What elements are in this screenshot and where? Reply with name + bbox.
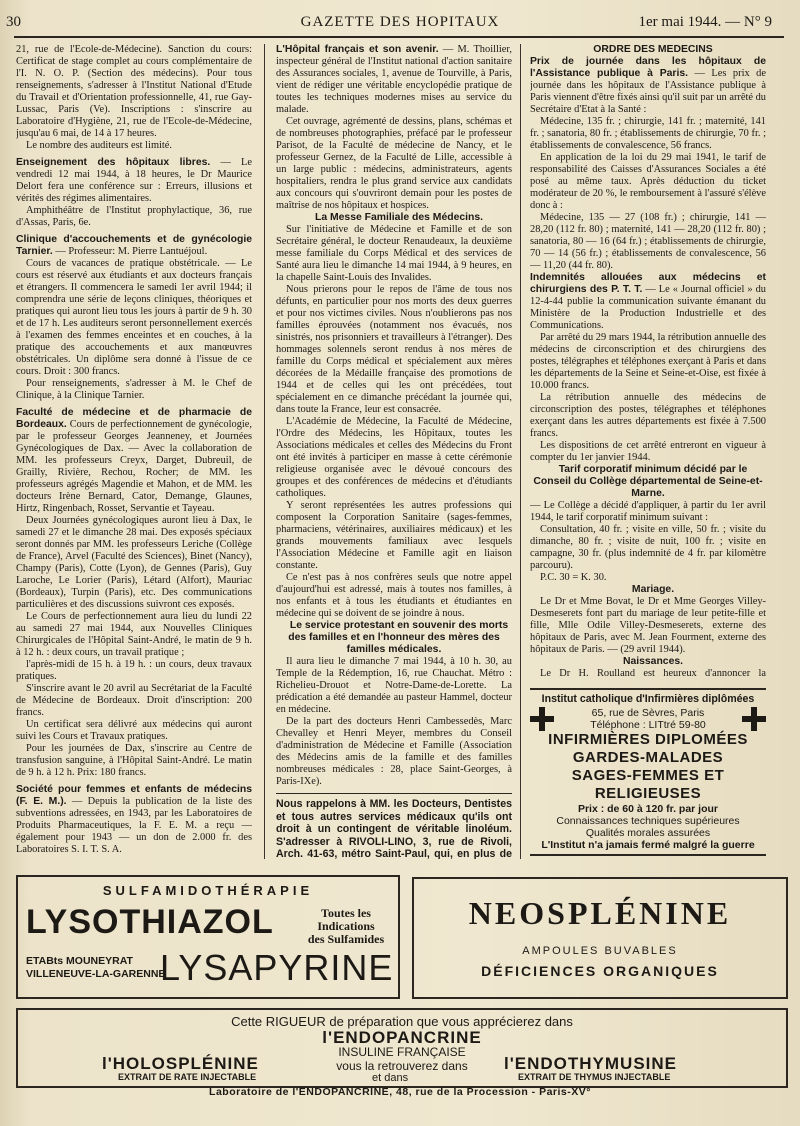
institut-address: 65, rue de Sèvres, Paris xyxy=(591,707,705,719)
issue-date: 1er mai 1944. — N° 9 xyxy=(638,14,772,30)
paragraph-text: Consultation, 40 fr. ; visite en ville, 50 fr. ; visite du dimanche, 80 fr. ; visite de nuit, 100 fr. ; visite en campagne, 30 fr. (plus indemnité de 4 fr. par kilomètre parcouru). xyxy=(530,524,766,571)
ad-sulfa-lab xyxy=(26,955,165,981)
ad-endo-et: et dans xyxy=(372,1072,409,1084)
paragraph xyxy=(530,152,766,212)
paragraph-text: — Professeur: M. Pierre Lantuéjoul. xyxy=(52,246,208,257)
column-2 xyxy=(276,44,512,859)
ad-sulfa-lab-town: VILLENEUVE-LA-GARENNE xyxy=(26,968,166,980)
institut-ad xyxy=(530,682,766,856)
paragraph-text: Y seront représentées les autres professions qui composent la Corporation Sanitaire (sages-femmes, pharmaciens, vétérinaires, auxiliaires médicaux) et les grands mouvements familiaux avec lesquels l'Association Médecine et Famille agit en liaison constante. xyxy=(276,500,512,571)
paragraph-text: L'Académie de Médecine, la Faculté de Médecine, l'Ordre des Médecins, les Hôpitaux, toutes les Associations médicales et celles des Médecins du Front ont été invités à participer en masse à cette cérémonie religieuse organisée avec le dévoué concours des groupes et des conférences de médecins et d'étudiants catholiques. xyxy=(276,416,512,499)
institut-title: Institut catholique d'Infirmières diplômées xyxy=(541,693,755,705)
paragraph-heading: Société pour femmes et enfants de médecins (F. E. M.). xyxy=(16,784,252,807)
column-3 xyxy=(530,44,766,680)
paragraph-text: S'inscrire avant le 20 avril au Secrétariat de la Faculté de Médecine de Bordeaux. Droit d'inscription: 200 francs. xyxy=(16,683,252,718)
paragraph-text: l'après-midi de 15 h. à 19 h. : un cours, deux travaux pratiques. xyxy=(16,659,252,682)
paragraph xyxy=(16,515,252,611)
column-divider xyxy=(264,44,265,859)
ad-brand-lysapyrine: LYSAPYRINE xyxy=(160,947,394,988)
paragraph-text: De la part des docteurs Henri Cambessedès, Marc Chevalley et Henri Meyer, membres du Conseil d'administration de Médecine et Famille (Association des Médecins amis de la famille et des familles nombreuses médicales : 28, place Saint-Georges, à Paris-IXe). xyxy=(276,716,512,787)
paragraph-text: Par arrêté du 29 mars 1944, la rétribution annuelle des médecins de circonscription et des chirurgiens des postes, télégraphes et téléphones exerçant à Paris et dans les départements de la Seine et Seine-et-Oise, est fixée à 10.000 francs. xyxy=(530,332,766,391)
paragraph-text: Nous prierons pour le repos de l'âme de tous nos défunts, en particulier pour nos morts des deux guerres et pour nos victimes civiles. Nous n'oublierons pas nos familles éprouvées (notamment nos évacués, nos sinistrés, nos prisonniers et travailleurs à l'étranger). Des hommages solennels seront rendus à nos mères de famille du Corps médical et spécialement aux mères décorées de la Médaille française des promotions de 1944 et de celles qui les ont précédées, tout spécialement en ce dimanche précédant la journée qui, dans toute la France, leur est consacrée. xyxy=(276,284,512,415)
page-number: 30 xyxy=(6,14,21,30)
paragraph-text: — M. Thoillier, inspecteur général de l'Institut national d'action sanitaire des Assurances sociales, 1, avenue de Tourville, à Paris, vient de rédiger une véritable encyclopédie pratique de toutes les techniques modernes mises au service du malade. xyxy=(276,44,512,115)
header-rule xyxy=(14,36,784,38)
paragraph xyxy=(276,44,512,116)
paragraph-text: — Depuis la publication de la liste des subventions adressées, en 1943, par les Laboratoires de Produits Pharmaceutiques, la F. E. M. a reçu — également pour 1943 — un don de 2.000 fr. des Laboratoires S. I. T. S. A. xyxy=(16,796,252,855)
paragraph-text: Deux Journées gynécologiques auront lieu à Dax, le samedi 27 et le dimanche 28 mai. Des exposés spéciaux seront donnés par MM. les professeurs Leriche (Collège de France), Arvel (Faculté des Sciences), Binet (Nancy), Champy (Paris), Cotte (Lyon), de Gennes (Paris), Guy Laroche, Le Lorier (Paris), Létard (Alfort), Mauriac (Bordeaux), Turpin (Paris), etc. Des communications particulières et des discussions suivront ces exposés. xyxy=(16,515,252,610)
institut-line: L'Institut n'a jamais fermé malgré la guerre xyxy=(541,839,755,851)
paragraph-text: Cours de vacances de pratique obstétricale. — Le cours est réservé aux étudiants et aux docteurs français et étrangers. Il commencera le samedi 1er avril 1944; il comprendra une série de leçons cliniques, théoriques et pratiques qui auront lieu tous les jours à partir de 9 h. 30 et de 17 h. Les auditeurs seront personnellement exercés à l'examen des femmes enceintes et en couches, à la pratique des accouchements et aux manœuvres obstétricales. Un diplôme sera donné à l'issue de ce cours. Droit : 300 francs. xyxy=(16,258,252,377)
paragraph xyxy=(530,500,766,524)
paragraph xyxy=(530,668,766,680)
paragraph-text: Les dispositions de cet arrêté entreront en vigueur à compter du 1er janvier 1944. xyxy=(530,440,766,463)
paragraph xyxy=(276,224,512,284)
paragraph-heading: Faculté de médecine et de pharmacie de Bordeaux. xyxy=(16,407,252,430)
paragraph xyxy=(530,56,766,116)
paragraph xyxy=(16,659,252,683)
paragraph-text: Le Dr H. Roulland est heureux d'annoncer la xyxy=(540,668,766,679)
ad-sulfa-side-3: des Sulfamides xyxy=(307,932,385,946)
paragraph-heading: L'Hôpital français et son avenir. xyxy=(276,44,439,55)
paragraph xyxy=(276,716,512,788)
paragraph xyxy=(16,44,252,140)
ad-neo-line1: AMPOULES BUVABLES xyxy=(522,945,678,957)
paragraph xyxy=(276,500,512,572)
paragraph-text: Un certificat sera délivré aux médecins qui auront suivi les Cours et Travaux pratiques. xyxy=(16,719,252,742)
ad-brand-endothymusine: l'ENDOTHYMUSINE xyxy=(504,1054,677,1073)
section-heading: ORDRE DES MEDECINS xyxy=(593,44,713,55)
paragraph xyxy=(276,416,512,500)
institut-line: Connaissances techniques supérieures xyxy=(556,815,740,827)
section-heading: Le service protestant en souvenir des morts des familles et en l'honneur des mères des familles médicales. xyxy=(288,620,509,655)
paragraph-text: Cours de perfectionnement de gynécologie, par le professeur Georges Jeanneney, et Journées Gynécologiques de Dax. — Avec la collaboration de MM. les professeurs Creyx, Darget, Dubreuil, de Grailly, Rivière, Rechou, Rocher; de MM. les professeurs agrégés Magendie et Mahon, et de MM. les docteurs Irène Bernard, Cator, Demange, Glaunes, Hirtz, Ringenbach, Rosset, Servantie et Tayeau. xyxy=(16,419,252,514)
column-1 xyxy=(16,44,252,859)
section-heading: Mariage. xyxy=(631,584,675,595)
paragraph-text: Ce n'est pas à nos confrères seuls que notre appel d'aujourd'hui est adressé, mais à toutes nos familles, à nos enfants et à tous les étudiants et étudiantes en médecine qui se doivent de se joindre à nous. xyxy=(276,572,512,619)
ad-endopancrine xyxy=(16,1008,788,1088)
ad-neo-line2: DÉFICIENCES ORGANIQUES xyxy=(481,963,719,979)
paragraph-heading: Indemnités allouées aux médecins et chirurgiens des P. T. T. xyxy=(530,272,766,295)
institut-line: INFIRMIÈRES DIPLOMÉES xyxy=(548,731,748,748)
ad-brand-lysothiazol: LYSOTHIAZOL xyxy=(26,903,274,941)
paragraph-text: — Le Collège a décidé d'appliquer, à partir du 1er avril 1944, le tarif corporatif minimum suivant : xyxy=(530,500,766,523)
paragraph-text: Il aura lieu le dimanche 7 mai 1944, à 10 h. 30, au Temple de la Rédemption, 16, rue Chauchat. Métro : Richelieu-Drouot et Notre-Dame-de-Lorette. La prédication a été demandée au pasteur Hammel, docteur en médecine. xyxy=(276,656,512,715)
paragraph-text: Le nombre des auditeurs est limité. xyxy=(26,140,173,151)
ad-sulfa-side-1: Toutes les xyxy=(321,906,371,920)
paragraph xyxy=(16,205,252,229)
paragraph-heading: Prix de journée dans les hôpitaux de l'Assistance publique à Paris. xyxy=(530,56,766,79)
paragraph xyxy=(16,258,252,378)
linoleum-notice: Nous rappelons à MM. les Docteurs, Dentistes et tous autres services médicaux qu'ils ont droit à un contingent de véritable linoléum. S'adresser à RIVOLI-LINO, 3, rue de Rivoli, Arch. 41-63, métro Saint-Paul, qui, en plus de xyxy=(276,793,512,859)
ad-endo-footer: Laboratoire de l'ENDOPANCRINE, 48, rue de la Procession - Paris-XV° xyxy=(209,1086,591,1098)
ad-brand-neosplenine: NEOSPLÉNINE xyxy=(468,895,732,931)
institut-line: GARDES-MALADES xyxy=(572,749,724,766)
ad-holosplenine-sub: EXTRAIT DE RATE INJECTABLE xyxy=(118,1072,257,1082)
paragraph xyxy=(276,572,512,620)
ad-lysothiazol xyxy=(16,875,400,999)
page-header xyxy=(0,12,800,34)
paragraph xyxy=(16,157,252,205)
institut-phone: Téléphone : LITtré 59-80 xyxy=(590,719,706,731)
paragraph-text: P.C. 30 = K. 30. xyxy=(540,572,607,583)
paragraph xyxy=(530,440,766,464)
ad-brand-holosplenine: l'HOLOSPLÉNINE xyxy=(102,1054,259,1073)
paragraph xyxy=(530,524,766,572)
paragraph xyxy=(16,784,252,856)
paragraph-text: Médecine, 135 fr. ; chirurgie, 141 fr. ; maternité, 141 fr. ; sanatoria, 80 fr. ; établissements de chirurgie, 70 fr. ; établissements de convalescence, 56 francs. xyxy=(530,116,766,151)
paragraph-text: Pour renseignements, s'adresser à M. le Chef de Clinique, à la Clinique Tarnier. xyxy=(16,378,252,401)
institut-line: SAGES-FEMMES ET RELIGIEUSES xyxy=(571,767,725,802)
paragraph xyxy=(530,116,766,152)
paragraph xyxy=(16,683,252,719)
paragraph xyxy=(530,212,766,272)
paragraph-text: Le Cours de perfectionnement aura lieu du lundi 22 au samedi 27 mai 1944, aux Nouvelles Cliniques Chirurgicales de l'Hôpital Saint-André, le matin de 9 h. à 12 h. : deux cours, un travail pratique ; xyxy=(16,611,252,658)
paragraph xyxy=(16,743,252,779)
paragraph-text: Pour les journées de Dax, s'inscrire au Centre de transfusion sanguine, à l'Hôpital Saint-André. Le matin de 9 h. à 12 h. Prix: 180 francs. xyxy=(16,743,252,778)
paragraph xyxy=(16,407,252,515)
ad-endo-sub: INSULINE FRANÇAISE xyxy=(338,1045,466,1059)
paragraph xyxy=(276,656,512,716)
ad-sulfa-side-2: Indications xyxy=(317,919,375,933)
paragraph xyxy=(16,234,252,258)
ad-endo-vous: vous la retrouverez dans xyxy=(336,1059,468,1073)
publication-title: GAZETTE DES HOPITAUX xyxy=(300,14,500,30)
red-cross-icon xyxy=(530,707,554,731)
paragraph xyxy=(530,572,766,584)
ad-endothymusine-sub: EXTRAIT DE THYMUS INJECTABLE xyxy=(518,1072,671,1082)
paragraph-text: La rétribution annuelle des médecins de circonscription des postes, télégraphes et téléphones exerçant dans les autres départements est fixée à 7.500 francs. xyxy=(530,392,766,439)
paragraph-text: Médecine, 135 — 27 (108 fr.) ; chirurgie, 141 — 28,20 (112 fr. 80) ; maternité, 141 — 28,20 (112 fr. 80) ; sanatoria, 80 — 16 (64 fr.) ; établissements de chirurgie, 70 — 14 (56 fr.) ; établissements de convalescence, 56 — 11,20 (44 fr. 80). xyxy=(530,212,766,271)
section-heading: Tarif corporatif minimum décidé par le Conseil du Collège départemental de Seine-et-Marne. xyxy=(533,464,763,499)
paragraph xyxy=(530,596,766,656)
paragraph-text: Le Dr et Mme Bovat, le Dr et Mme Georges Villey-Desmeserets font part du mariage de leur petite-fille et fille, Mlle Odile Villey-Desmeserets, externe des hôpitaux de Paris, avec M. Jean Fourment, externe des hôpitaux de Paris. — (29 avril 1944). xyxy=(530,596,766,655)
ad-sulfa-lab-name: ETABts MOUNEYRAT xyxy=(26,955,133,967)
paragraph-text: — Le « Journal officiel » du 12-4-44 publie la communication suivante émanant du Ministère de la Production Industrielle et des Communications. xyxy=(530,284,766,331)
paragraph-heading: Enseignement des hôpitaux libres. xyxy=(16,157,211,168)
paragraph-text: Amphithéâtre de l'Institut prophylactique, 36, rue d'Assas, Paris, 6e. xyxy=(16,205,252,228)
paragraph xyxy=(530,392,766,440)
paragraph-text: En application de la loi du 29 mai 1941, le tarif de responsabilité des Caisses d'Assurances Sociales a été posé au même taux. Après déduction du ticket modérateur de 20 %, le remboursement à l'assuré s'élève donc à : xyxy=(530,152,766,211)
ad-neosplenine xyxy=(412,877,788,999)
red-cross-icon xyxy=(742,707,766,731)
paragraph xyxy=(16,611,252,659)
paragraph xyxy=(16,140,252,152)
paragraph xyxy=(16,378,252,402)
institut-line: Qualités morales assurées xyxy=(585,827,711,839)
ad-sulfa-side xyxy=(300,907,392,946)
paragraph-text: — Les prix de journée dans les hôpitaux de l'Assistance publique à Paris viennent d'être fixés ainsi qu'il suit par un arrêté du Secrétaire d'Etat à la Santé : xyxy=(530,68,766,115)
paragraph-text: 21, rue de l'Ecole-de-Médecine). Sanction du cours: Certificat de stage complet au cours complémentaire de l'I. N. O. P. (Section des médecins). Pour tous renseignements, s'adresser à l'Institut National d'Etude du Travail et d'Orientation professionnelle, 41, rue Gay-Lussac, Paris (Ve). Inscriptions : s'inscrire au Laboratoire d'Hygiène, 21, rue de l'Ecole-de-Médecine, jusqu'au 6 mai, de 14 à 17 heures. xyxy=(16,44,252,139)
paragraph-heading: Clinique d'accouchements et de gynécologie Tarnier. xyxy=(16,234,252,257)
paragraph-text: — Le vendredi 12 mai 1944, à 18 heures, le Dr Maurice Delort fera une conférence sur : Erreurs, illusions et vérités des régimes alimentaires. xyxy=(16,157,252,204)
paragraph-text: Cet ouvrage, agrémenté de dessins, plans, schémas et de nombreuses photographies, préfacé par le professeur Parisot, de la Faculté de médecine de Nancy, et le professeur Gernez, de la Faculté de Lille, accessible à un large public : médecins, administrateurs, agents hospitaliers, rendra le plus grand service aux candidats aux concours qui s'ouvriront demain pour les postes de maîtrise de nos hôpitaux et hospices. xyxy=(276,116,512,211)
ad-brand-endopancrine: l'ENDOPANCRINE xyxy=(322,1028,482,1047)
paragraph xyxy=(276,116,512,212)
institut-price: Prix : de 60 à 120 fr. par jour xyxy=(577,803,719,815)
section-heading: La Messe Familiale des Médecins. xyxy=(314,212,484,223)
paragraph-text: Sur l'initiative de Médecine et Famille et de son Secrétaire général, le docteur Renaudeaux, la deuxième messe familiale du Corps Médical et des services de Santé aura lieu le dimanche 14 mai 1944, à 9 heures, en la chapelle Saint-Louis des Invalides. xyxy=(276,224,512,283)
section-heading: Naissances. xyxy=(622,656,684,667)
column-divider xyxy=(520,44,521,859)
paragraph xyxy=(530,332,766,392)
paragraph xyxy=(16,719,252,743)
ad-endo-line1: Cette RIGUEUR de préparation que vous apprécierez dans xyxy=(231,1014,573,1029)
ad-sulfa-heading: SULFAMIDOTHÉRAPIE xyxy=(102,883,314,898)
paragraph xyxy=(530,272,766,332)
paragraph xyxy=(276,284,512,416)
